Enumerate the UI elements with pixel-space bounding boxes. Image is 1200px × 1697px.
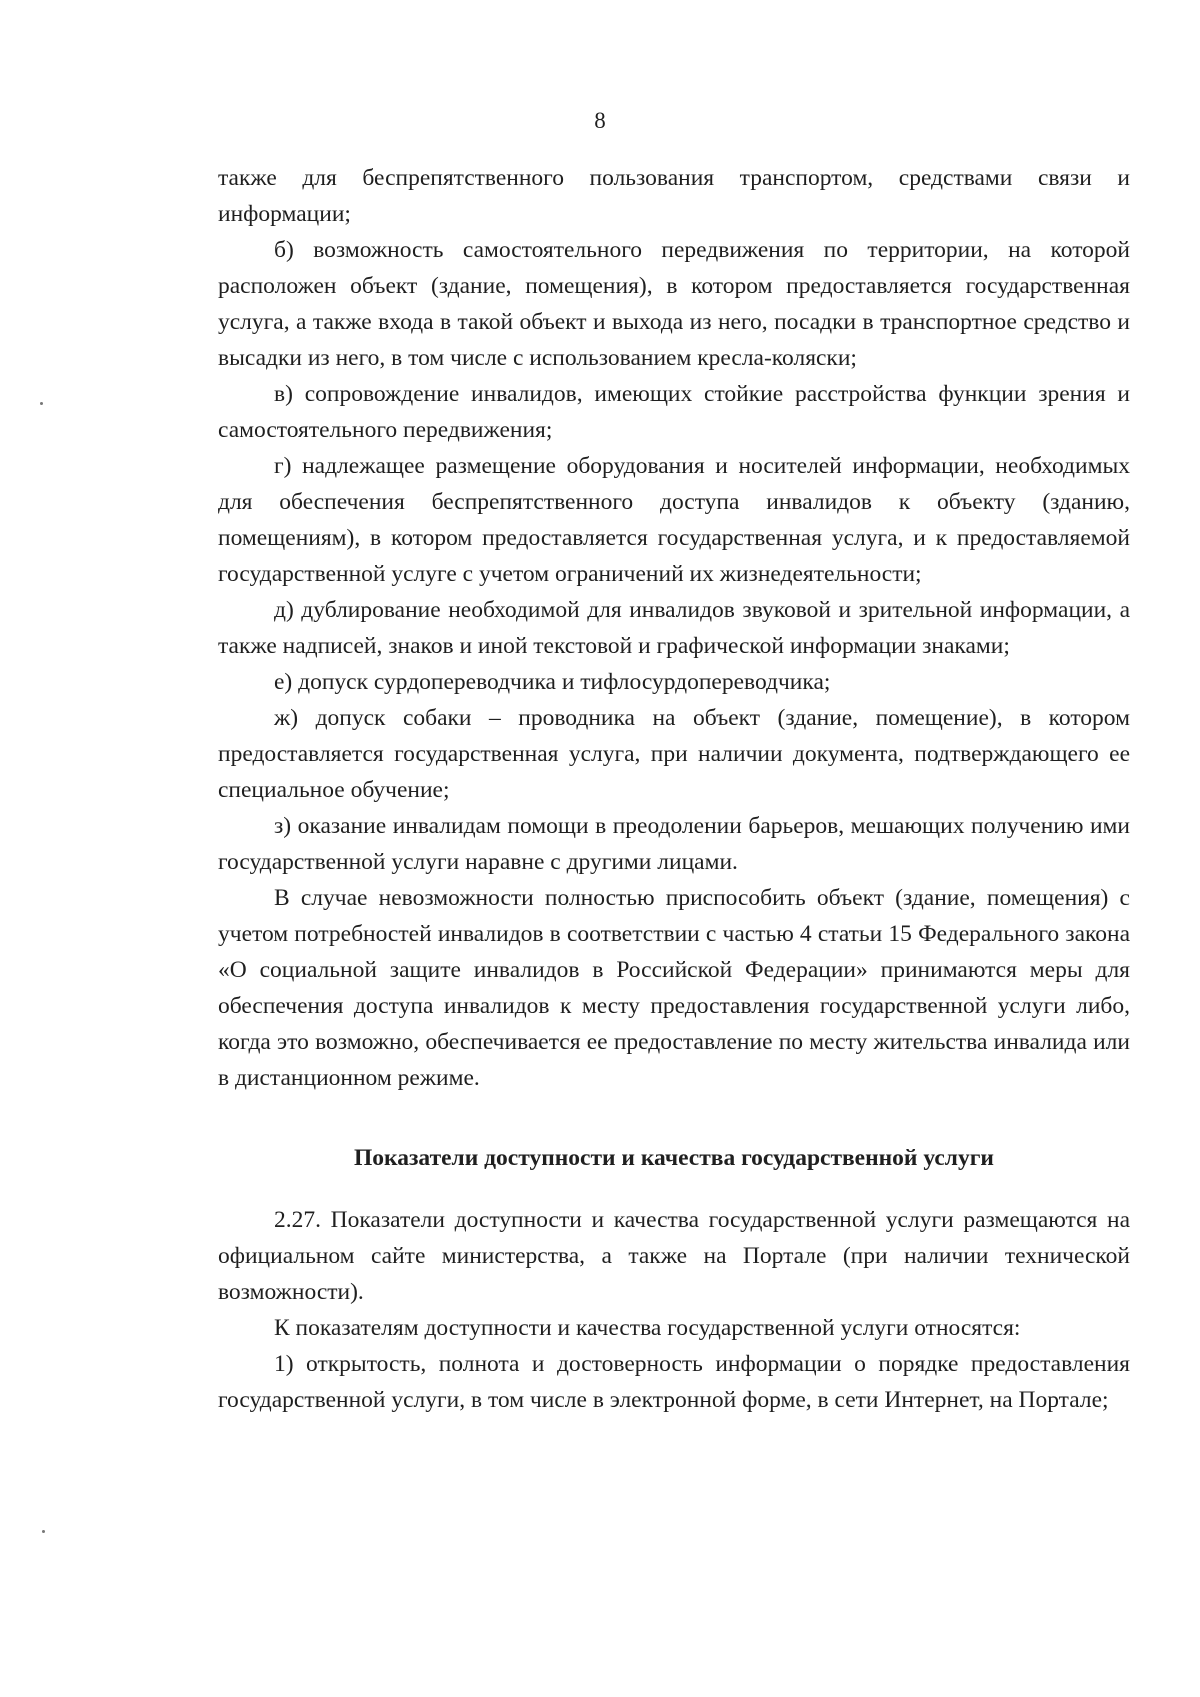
paragraph-item-d: д) дублирование необходимой для инвалидов звуковой и зрительной информации, а также надписей, знаков и иной текстовой и графической информации знаками;	[218, 597, 1130, 659]
document-body	[218, 160, 1130, 1418]
paragraph-indicators-intro: К показателям доступности и качества государственной услуги относятся:	[274, 1315, 1021, 1341]
paragraph-2-27: 2.27. Показатели доступности и качества государственной услуги размещаются на официальном сайте министерства, а также на Портале (при наличии технической возможности).	[218, 1207, 1130, 1305]
paragraph-item-z: з) оказание инвалидам помощи в преодолении барьеров, мешающих получению ими государственной услуги наравне с другими лицами.	[218, 813, 1130, 875]
paragraph-continuation: также для беспрепятственного пользования транспортом, средствами связи и информации;	[218, 165, 1130, 227]
section-heading: Показатели доступности и качества государственной услуги	[354, 1145, 994, 1171]
paragraph-item-zh: ж) допуск собаки – проводника на объект (здание, помещение), в котором предоставляется государственная услуга, при наличии документа, подтверждающего ее специальное обучение;	[218, 705, 1130, 803]
page-number: 8	[594, 108, 606, 133]
paragraph-item-v: в) сопровождение инвалидов, имеющих стойкие расстройства функции зрения и самостоятельного передвижения;	[218, 381, 1130, 443]
scan-speck	[42, 1530, 45, 1533]
paragraph-item-e: е) допуск сурдопереводчика и тифлосурдопереводчика;	[274, 669, 831, 695]
paragraph-item-b: б) возможность самостоятельного передвижения по территории, на которой расположен объект (здание, помещения), в котором предоставляется государственная услуга, а также входа в такой объект и выхода из него, посадки в транспортное средство и высадки из него, в том числе с использованием кресла-коляски;	[218, 237, 1130, 371]
scan-speck	[40, 402, 43, 405]
paragraph-indicator-1: 1) открытость, полнота и достоверность информации о порядке предоставления государственной услуги, в том числе в электронной форме, в сети Интернет, на Портале;	[218, 1351, 1130, 1413]
paragraph-impossibility: В случае невозможности полностью приспособить объект (здание, помещения) с учетом потребностей инвалидов в соответствии с частью 4 статьи 15 Федерального закона «О социальной защите инвалидов в Российской Федерации» принимаются меры для обеспечения доступа инвалидов к месту предоставления государственной услуги либо, когда это возможно, обеспечивается ее предоставление по месту жительства инвалида или в дистанционном режиме.	[218, 885, 1130, 1091]
paragraph-item-g: г) надлежащее размещение оборудования и носителей информации, необходимых для обеспечения беспрепятственного доступа инвалидов к объекту (зданию, помещениям), в котором предоставляется государственная услуга, и к предоставляемой государственной услуге с учетом ограничений их жизнедеятельности;	[218, 453, 1130, 587]
